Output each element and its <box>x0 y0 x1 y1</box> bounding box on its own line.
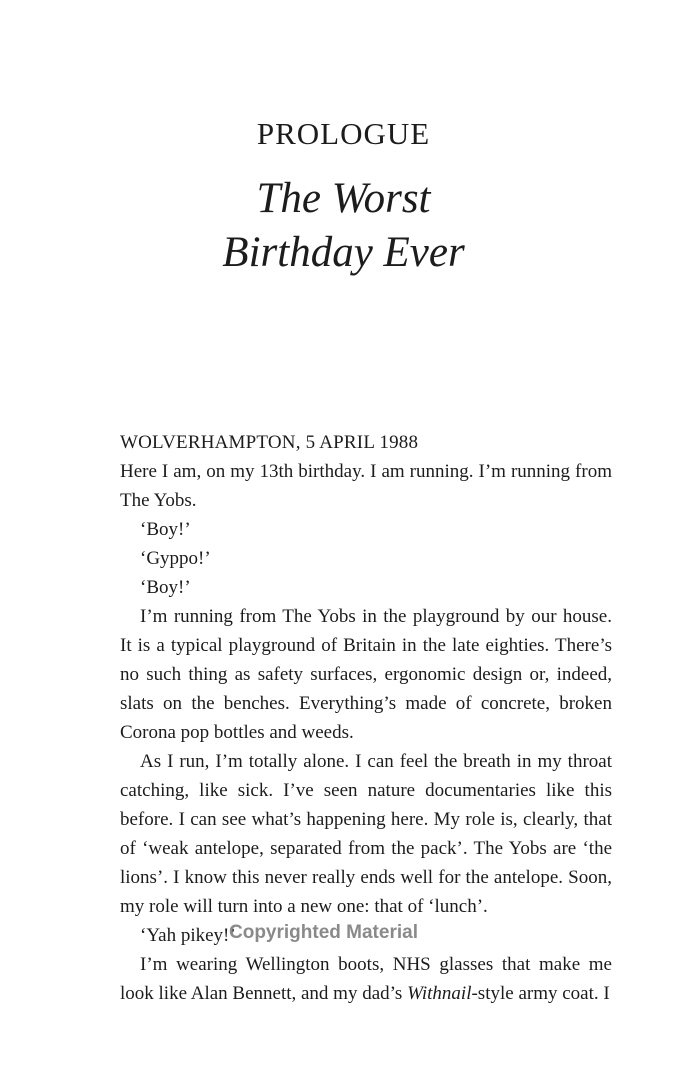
body-line <box>120 633 612 659</box>
body-line-text: slats on the benches. Everything’s made of concrete, broken <box>120 693 612 714</box>
body-line-text: ‘Boy!’ <box>140 519 191 540</box>
chapter-title <box>0 172 687 280</box>
body-line-text-part <box>120 981 610 1007</box>
body-line-text: The Yobs. <box>120 490 197 511</box>
body-line-text: lions’. I know this never really ends well for the antelope. Soon, <box>120 867 612 888</box>
copyright-watermark: Copyrighted Material <box>229 922 418 943</box>
body-line-text: Here I am, on my 13th birthday. I am running. I’m running from <box>120 461 612 482</box>
dateline: WOLVERHAMPTON, 5 APRIL 1988 <box>120 432 419 453</box>
dialogue-line <box>120 546 612 572</box>
body-line <box>120 894 612 920</box>
body-line-mixed <box>120 981 612 1007</box>
body-line <box>120 981 612 1007</box>
chapter-title-line-1: The Worst <box>256 175 431 222</box>
body-line <box>120 807 612 833</box>
body-line-text: my role will turn into a new one: that of ‘lunch’. <box>120 896 488 917</box>
body-line-text: It is a typical playground of Britain in the late eighties. There’s <box>120 635 612 656</box>
dialogue-line <box>120 575 612 601</box>
italic-title: Withnail <box>407 983 472 1004</box>
chapter-title-line-2: Birthday Ever <box>222 229 465 276</box>
body-line-text: catching, like sick. I’ve seen nature documentaries like this <box>120 780 612 801</box>
body-line <box>120 720 612 746</box>
body-line-text: no such thing as safety surfaces, ergonomic design or, indeed, <box>120 664 612 685</box>
body-line-text: ‘Yah pikey!’ <box>140 925 236 946</box>
body-line-text: ‘Gyppo!’ <box>140 548 211 569</box>
body-line-text: I’m wearing Wellington boots, NHS glasses that make me <box>140 954 612 975</box>
body-line-text: -style army coat. I <box>471 983 610 1004</box>
body-line <box>120 691 612 717</box>
dialogue-line <box>120 517 612 543</box>
body-line <box>120 459 612 485</box>
chapter-label: PROLOGUE <box>256 116 431 151</box>
body-line <box>120 604 612 630</box>
body-line-text: As I run, I’m totally alone. I can feel the breath in my throat <box>140 751 612 772</box>
body-line-text: ‘Boy!’ <box>140 577 191 598</box>
body-line-text: Corona pop bottles and weeds. <box>120 722 354 743</box>
body-line <box>120 865 612 891</box>
body-line-text: before. I can see what’s happening here. My role is, clearly, that <box>120 809 612 830</box>
body-line <box>120 662 612 688</box>
body-line-text: I’m running from The Yobs in the playground by our house. <box>140 606 612 627</box>
body-line <box>120 749 612 775</box>
body-line <box>120 952 612 978</box>
body-line-text: look like Alan Bennett, and my dad’s <box>120 983 408 1004</box>
body-line-text: of ‘weak antelope, separated from the pack’. The Yobs are ‘the <box>120 838 612 859</box>
body-line <box>120 778 612 804</box>
body-line <box>120 836 612 862</box>
body-line <box>120 488 612 514</box>
